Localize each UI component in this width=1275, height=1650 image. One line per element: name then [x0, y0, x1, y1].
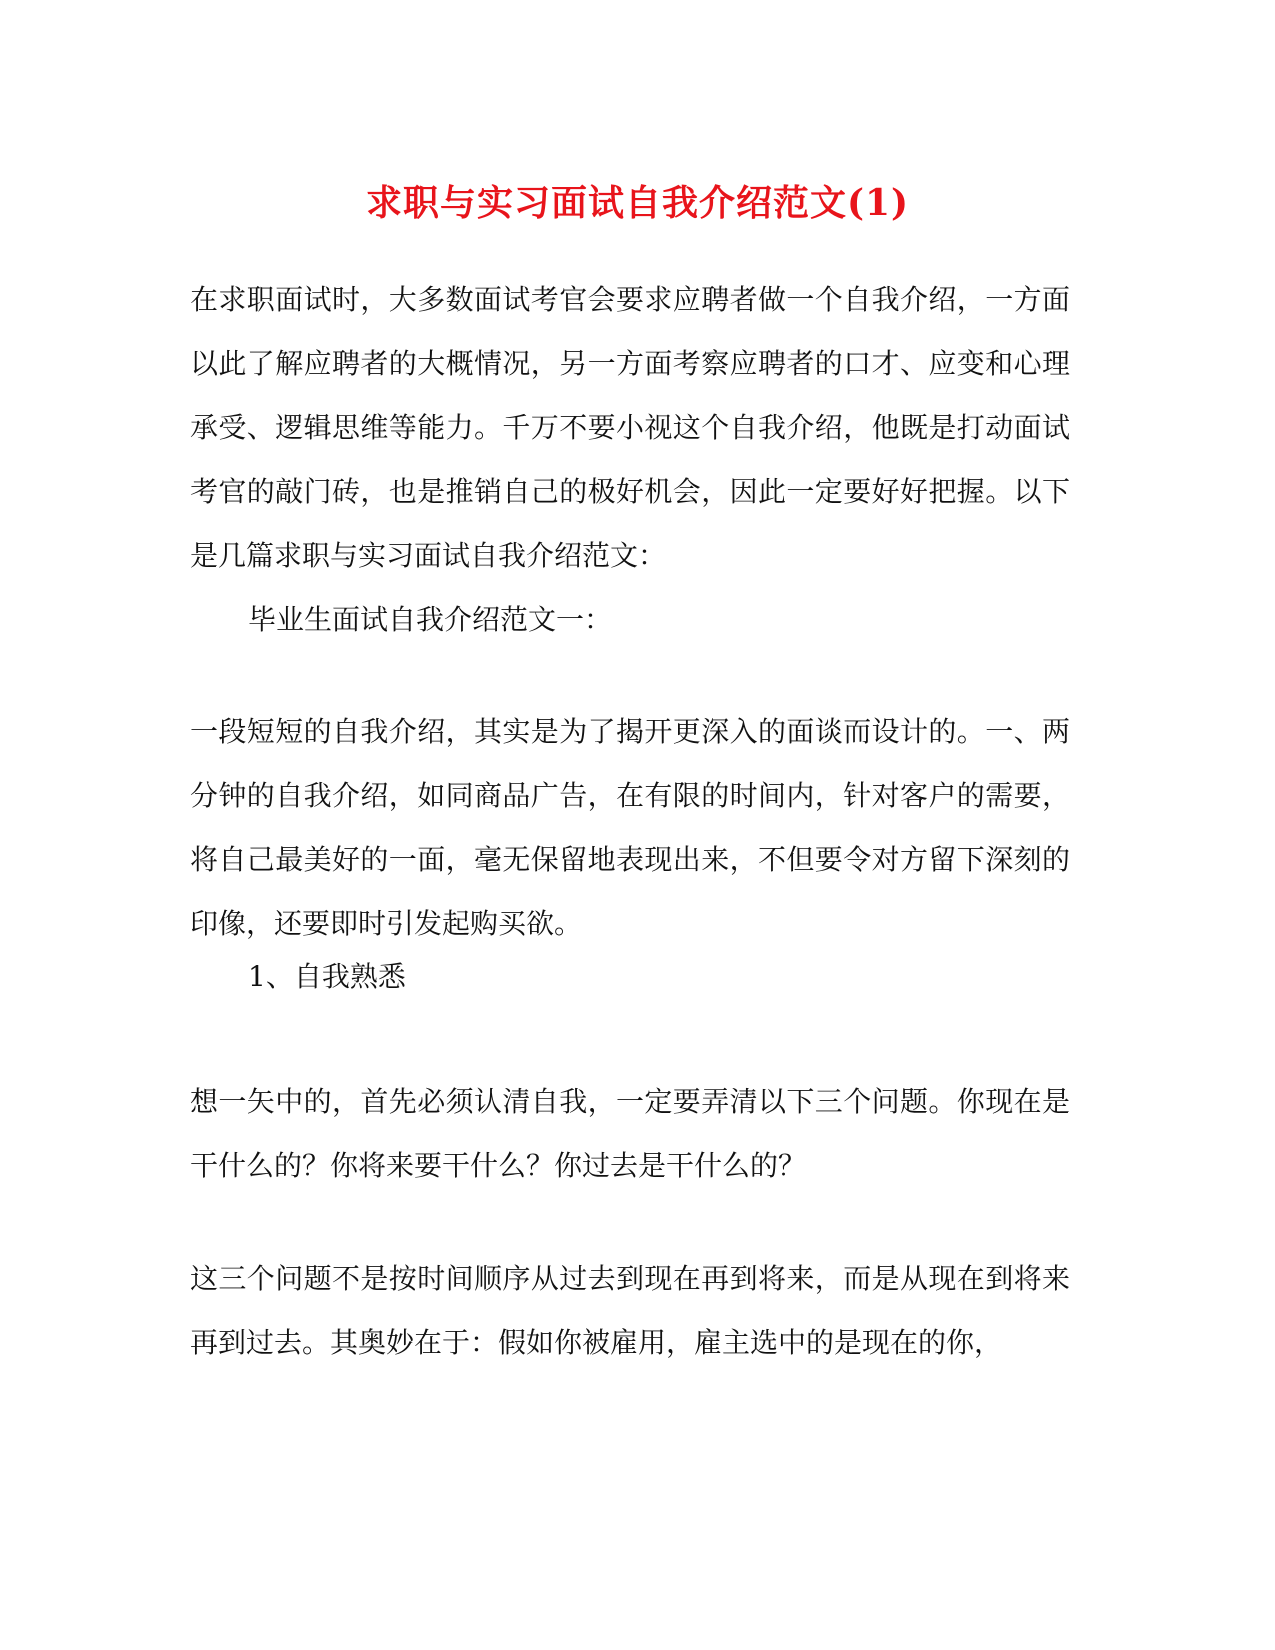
paragraph-self-intro-purpose: 一段短短的自我介绍，其实是为了揭开更深入的面谈而设计的。一、两分钟的自我介绍，如同商品广告，在有限的时间内，针对客户的需要，将自己最美好的一面，毫无保留地表现出来，不但要令对方留下深刻的印像，还要即时引发起购买欲。	[190, 715, 1070, 940]
section-heading-self-knowledge: 1、自我熟悉	[248, 960, 406, 993]
page-title: 求职与实习面试自我介绍范文(1)	[365, 182, 910, 224]
paragraph-question-order: 这三个问题不是按时间顺序从过去到现在再到将来，而是从现在到将来再到过去。其奥妙在于：假如你被雇用，雇主选中的是现在的你，	[190, 1262, 1070, 1359]
section-heading-sample-one: 毕业生面试自我介绍范文一：	[248, 603, 613, 636]
paragraph-three-questions: 想一矢中的，首先必须认清自我，一定要弄清以下三个问题。你现在是干什么的？你将来要干什么？你过去是干什么的？	[190, 1085, 1070, 1182]
intro-paragraph: 在求职面试时，大多数面试考官会要求应聘者做一个自我介绍，一方面以此了解应聘者的大概情况，另一方面考察应聘者的口才、应变和心理承受、逻辑思维等能力。千万不要小视这个自我介绍，他既是打动面试考官的敲门砖，也是推销自己的极好机会，因此一定要好好把握。以下是几篇求职与实习面试自我介绍范文：	[190, 283, 1070, 572]
